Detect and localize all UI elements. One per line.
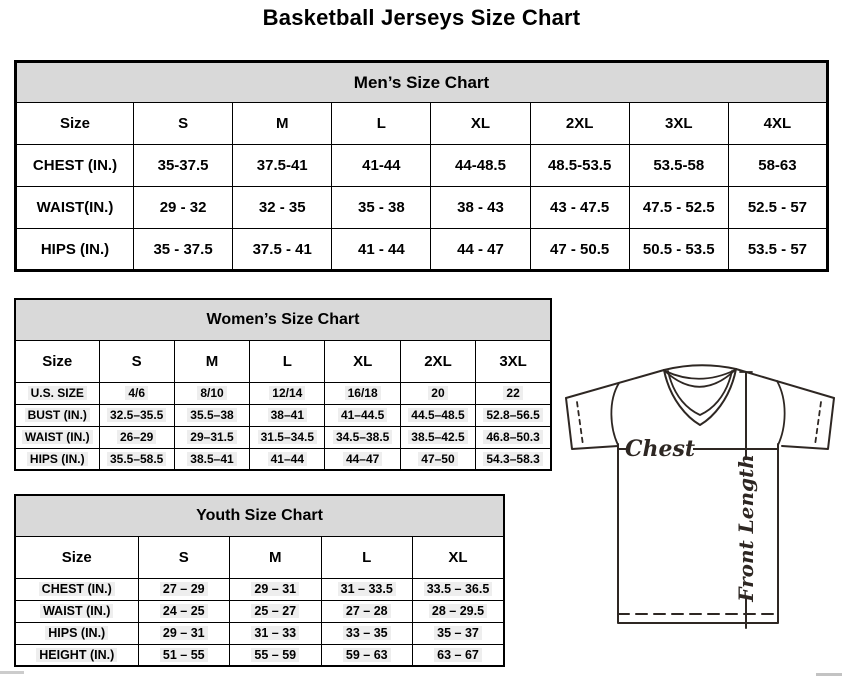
column-header: L	[250, 340, 325, 382]
size-value-text: 12/14	[269, 386, 305, 400]
size-value-text: 33.5 – 36.5	[424, 582, 493, 596]
size-value-text: 34.5–38.5	[333, 430, 392, 444]
size-value-cell	[134, 145, 233, 187]
size-value-cell	[174, 448, 249, 470]
size-value-cell	[728, 145, 827, 187]
size-value-cell	[174, 404, 249, 426]
youth-size-table	[14, 494, 505, 667]
table-row	[15, 622, 504, 644]
column-header: M	[174, 340, 249, 382]
size-value-cell	[99, 404, 174, 426]
size-value-text: 52.5 - 57	[747, 199, 808, 216]
table-row	[15, 644, 504, 666]
size-value-cell	[325, 426, 400, 448]
size-value-text: 35.5–58.5	[107, 452, 166, 466]
size-value-text: 44-48.5	[455, 157, 506, 174]
womens-size-table	[14, 298, 552, 471]
size-value-text: 24 – 25	[160, 604, 208, 618]
size-value-text: 8/10	[197, 386, 226, 400]
size-value-text: 51 – 55	[160, 648, 208, 662]
column-header: L	[332, 103, 431, 145]
column-header: 3XL	[629, 103, 728, 145]
size-value-text: 48.5-53.5	[547, 157, 612, 174]
column-header: 2XL	[400, 340, 475, 382]
size-value-text: 35 – 37	[434, 626, 482, 640]
size-value-cell	[99, 448, 174, 470]
row-label-text: WAIST(IN.)	[36, 199, 114, 216]
size-value-text: 63 – 67	[434, 648, 482, 662]
size-value-cell	[476, 426, 551, 448]
table-row	[15, 578, 504, 600]
size-value-cell	[332, 229, 431, 271]
row-label	[15, 600, 138, 622]
row-label-text: CHEST (IN.)	[39, 582, 115, 596]
row-label-text: HIPS (IN.)	[27, 452, 88, 466]
size-value-cell	[325, 404, 400, 426]
jersey-left-cuff-dash	[577, 402, 583, 445]
size-value-text: 35 - 37.5	[153, 240, 213, 258]
size-value-cell	[325, 382, 400, 404]
size-value-text: 29 – 31	[160, 626, 208, 640]
jersey-collar-top	[664, 365, 736, 370]
size-value-text: 38–41	[268, 408, 307, 422]
size-value-text: 32 - 35	[258, 199, 306, 216]
size-value-text: 38.5–41	[187, 452, 236, 466]
size-value-cell	[138, 578, 230, 600]
table-row	[15, 448, 551, 470]
column-header: 4XL	[728, 103, 827, 145]
jersey-vneck-inner	[668, 371, 732, 415]
size-value-cell	[400, 382, 475, 404]
table-row	[16, 229, 828, 271]
row-label	[15, 382, 99, 404]
size-value-cell	[728, 187, 827, 229]
size-value-cell	[321, 600, 413, 622]
table-row	[15, 404, 551, 426]
column-header: S	[99, 340, 174, 382]
size-value-cell	[728, 229, 827, 271]
size-value-text: 37.5-41	[256, 157, 308, 174]
size-value-text: 4/6	[125, 386, 148, 400]
size-value-text: 43 - 47.5	[550, 199, 610, 216]
row-label-text: BUST (IN.)	[25, 408, 90, 422]
size-value-text: 41–44	[268, 452, 307, 466]
size-value-cell	[233, 187, 332, 229]
jersey-measurement-diagram	[556, 356, 842, 642]
size-value-cell	[250, 382, 325, 404]
size-value-text: 50.5 - 53.5	[642, 240, 715, 258]
size-value-cell	[99, 382, 174, 404]
size-value-text: 52.8–56.5	[483, 408, 542, 422]
size-value-cell	[431, 145, 530, 187]
size-value-cell	[530, 145, 629, 187]
size-value-cell	[174, 426, 249, 448]
jersey-right-cuff-dash	[815, 402, 821, 445]
size-value-cell	[321, 578, 413, 600]
size-value-cell	[332, 145, 431, 187]
size-value-text: 44.5–48.5	[408, 408, 467, 422]
size-value-cell	[629, 187, 728, 229]
jersey-right-sleeve	[782, 398, 834, 449]
jersey-right-shoulder	[736, 369, 834, 398]
size-value-cell	[413, 578, 505, 600]
size-value-text: 44 - 47	[457, 240, 504, 258]
size-value-text: 31 – 33.5	[338, 582, 396, 596]
size-value-cell	[99, 426, 174, 448]
size-value-text: 38.5–42.5	[408, 430, 467, 444]
size-value-cell	[250, 448, 325, 470]
table-title: Youth Size Chart	[15, 495, 504, 536]
chest-label: Chest	[624, 436, 696, 462]
table-row	[15, 600, 504, 622]
size-value-text: 29–31.5	[187, 430, 236, 444]
row-label-text: U.S. SIZE	[28, 386, 87, 400]
size-value-text: 22	[503, 386, 522, 400]
size-value-text: 29 - 32	[159, 199, 207, 216]
size-value-cell	[400, 448, 475, 470]
horizontal-scrollbar-fragment-left[interactable]	[0, 671, 24, 674]
column-header: 3XL	[476, 340, 551, 382]
size-value-cell	[476, 382, 551, 404]
row-label-text: WAIST (IN.)	[40, 604, 113, 618]
size-value-text: 35.5–38	[187, 408, 236, 422]
size-value-text: 47–50	[418, 452, 457, 466]
column-header: Size	[16, 103, 134, 145]
table-row	[16, 187, 828, 229]
row-label-text: WAIST (IN.)	[22, 430, 93, 444]
size-value-text: 44–47	[343, 452, 382, 466]
size-value-cell	[413, 622, 505, 644]
size-value-text: 26–29	[117, 430, 156, 444]
size-value-text: 53.5 - 57	[747, 240, 808, 258]
size-value-cell	[138, 600, 230, 622]
size-value-text: 41-44	[362, 157, 401, 174]
row-label	[15, 622, 138, 644]
size-value-cell	[413, 644, 505, 666]
size-value-text: 31 – 33	[251, 626, 299, 640]
size-value-text: 28 – 29.5	[429, 604, 487, 618]
horizontal-scrollbar-fragment-right[interactable]	[816, 673, 842, 676]
table-row	[16, 145, 828, 187]
size-value-text: 29 – 31	[251, 582, 299, 596]
row-label	[15, 644, 138, 666]
size-value-cell	[174, 382, 249, 404]
row-label-text: HEIGHT (IN.)	[36, 648, 117, 662]
column-header: M	[230, 536, 322, 578]
column-header: S	[134, 103, 233, 145]
column-header: XL	[413, 536, 505, 578]
column-header: XL	[431, 103, 530, 145]
column-header: Size	[15, 536, 138, 578]
size-value-text: 47.5 - 52.5	[642, 199, 715, 216]
size-value-cell	[332, 187, 431, 229]
table-title-row	[15, 299, 551, 340]
size-value-text: 38 - 43	[457, 199, 504, 216]
size-value-cell	[134, 187, 233, 229]
size-value-cell	[400, 404, 475, 426]
column-header-row	[16, 103, 828, 145]
size-value-text: 32.5–35.5	[107, 408, 166, 422]
size-value-cell	[325, 448, 400, 470]
size-value-text: 55 – 59	[251, 648, 299, 662]
size-table-grid	[14, 60, 829, 272]
jersey-right-armhole-seam	[777, 381, 785, 445]
table-title: Women’s Size Chart	[15, 299, 551, 340]
column-header: S	[138, 536, 230, 578]
size-value-cell	[138, 622, 230, 644]
table-row	[15, 426, 551, 448]
front-length-label: Front Length	[734, 454, 758, 602]
jersey-left-sleeve	[566, 398, 618, 449]
size-value-cell	[476, 448, 551, 470]
size-value-cell	[530, 229, 629, 271]
column-header-row	[15, 340, 551, 382]
size-value-text: 16/18	[345, 386, 381, 400]
size-value-text: 41 - 44	[358, 240, 405, 258]
size-value-cell	[629, 145, 728, 187]
size-value-cell	[233, 145, 332, 187]
table-row	[15, 382, 551, 404]
mens-size-table	[14, 60, 829, 272]
size-value-cell	[321, 644, 413, 666]
size-value-cell	[629, 229, 728, 271]
size-value-text: 58-63	[758, 157, 797, 174]
size-value-text: 47 - 50.5	[550, 240, 610, 258]
size-value-text: 33 – 35	[343, 626, 391, 640]
column-header: L	[321, 536, 413, 578]
size-value-text: 41–44.5	[338, 408, 387, 422]
size-value-cell	[250, 426, 325, 448]
size-value-cell	[250, 404, 325, 426]
page-title: Basketball Jerseys Size Chart	[262, 5, 581, 30]
size-value-cell	[230, 578, 322, 600]
row-label	[15, 578, 138, 600]
row-label-text: HIPS (IN.)	[40, 240, 110, 258]
size-value-cell	[230, 600, 322, 622]
size-value-cell	[230, 644, 322, 666]
size-table-grid	[14, 494, 505, 667]
size-value-text: 54.3–58.3	[483, 452, 542, 466]
size-value-cell	[476, 404, 551, 426]
size-value-cell	[400, 426, 475, 448]
column-header: 2XL	[530, 103, 629, 145]
size-value-text: 35-37.5	[157, 157, 209, 174]
row-label	[15, 448, 99, 470]
size-value-cell	[431, 229, 530, 271]
column-header: Size	[15, 340, 99, 382]
table-title-row	[15, 495, 504, 536]
column-header: XL	[325, 340, 400, 382]
column-header: M	[233, 103, 332, 145]
row-label	[16, 229, 134, 271]
size-value-cell	[138, 644, 230, 666]
row-label-text: HIPS (IN.)	[45, 626, 108, 640]
size-value-text: 27 – 28	[343, 604, 391, 618]
table-title-row	[16, 62, 828, 103]
size-value-text: 53.5-58	[653, 157, 705, 174]
size-value-cell	[230, 622, 322, 644]
size-value-text: 46.8–50.3	[483, 430, 542, 444]
size-value-text: 59 – 63	[343, 648, 391, 662]
table-title: Men’s Size Chart	[16, 62, 828, 103]
row-label-text: CHEST (IN.)	[32, 157, 118, 174]
size-value-cell	[530, 187, 629, 229]
size-value-text: 31.5–34.5	[258, 430, 317, 444]
size-value-cell	[134, 229, 233, 271]
size-value-cell	[413, 600, 505, 622]
size-value-text: 27 – 29	[160, 582, 208, 596]
row-label	[15, 426, 99, 448]
size-value-cell	[321, 622, 413, 644]
size-value-cell	[233, 229, 332, 271]
row-label	[16, 187, 134, 229]
size-table-grid	[14, 298, 552, 471]
size-value-text: 37.5 - 41	[252, 240, 312, 258]
size-value-text: 25 – 27	[251, 604, 299, 618]
size-value-text: 35 - 38	[358, 199, 405, 216]
row-label	[16, 145, 134, 187]
size-value-text: 20	[428, 386, 447, 400]
row-label	[15, 404, 99, 426]
column-header-row	[15, 536, 504, 578]
jersey-left-armhole-seam	[611, 383, 619, 445]
size-value-cell	[431, 187, 530, 229]
